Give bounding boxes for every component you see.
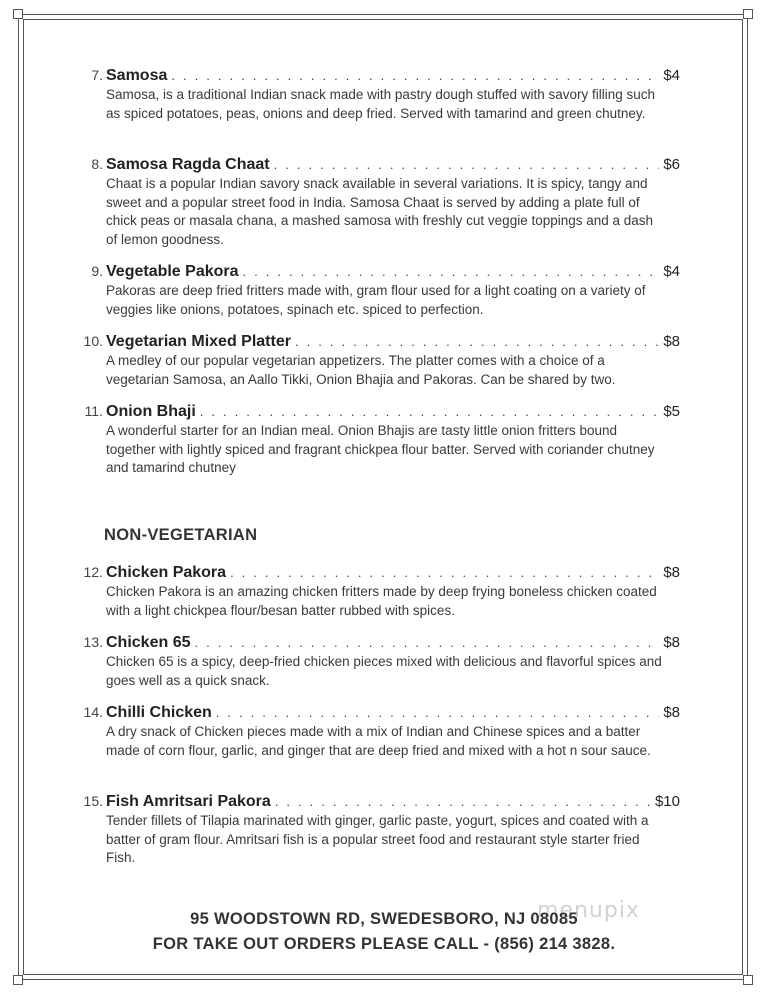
- menu-item: [75, 260, 680, 319]
- item-price: $4: [663, 263, 680, 280]
- item-description: Tender fillets of Tilapia marinated with ginger, garlic paste, yogurt, spices and coated with a batter of gram flour. Amritsari fish is a popular street food and restaurant style starter fried Fish.: [106, 813, 649, 865]
- item-name: Chicken Pakora: [106, 564, 227, 581]
- item-number: 7.: [91, 67, 103, 83]
- footer-phone: FOR TAKE OUT ORDERS PLEASE CALL - (856) 214 3828.: [152, 935, 616, 953]
- item-price: $8: [663, 634, 680, 651]
- dot-leader: [194, 632, 659, 654]
- item-name: Vegetarian Mixed Platter: [106, 333, 291, 350]
- item-price: $8: [663, 564, 680, 581]
- watermark-logo: menupix: [537, 898, 640, 923]
- item-description: A medley of our popular vegetarian appetizers. The platter comes with a choice of a vegetarian Samosa, an Aallo Tikki, Onion Bhajia and Pakoras. Can be shared by two.: [106, 353, 616, 387]
- item-number: 9.: [91, 263, 103, 279]
- dot-leader: [200, 401, 660, 423]
- menu-item: [75, 400, 680, 478]
- item-price: $4: [663, 67, 680, 84]
- item-name: Samosa Ragda Chaat: [106, 156, 270, 173]
- item-number: 8.: [91, 156, 103, 172]
- item-description: Samosa, is a traditional Indian snack made with pastry dough stuffed with savory filling such as spiced potatoes, peas, onions and deep fried. Served with tamarind and green chutney.: [106, 87, 656, 121]
- item-number: 11.: [84, 403, 103, 419]
- item-number: 12.: [83, 564, 103, 580]
- item-number: 15.: [83, 793, 103, 809]
- border-corner-top-right: [743, 9, 753, 19]
- item-description: A dry snack of Chicken pieces made with a mix of Indian and Chinese spices and a batter made of corn flour, garlic, and ginger that are deep fried and mixed with a hot n sour sauce.: [106, 724, 651, 758]
- menu-item: [75, 330, 680, 389]
- item-price: $8: [663, 333, 680, 350]
- dot-leader: [243, 261, 660, 283]
- dot-leader: [295, 331, 659, 353]
- item-description: Chaat is a popular Indian savory snack available in several variations. It is spicy, tangy and sweet and a popular street food in India. Samosa Chaat is served by adding a plate full of chick peas or masala chana, a mashed samosa with freshly cut veggie toppings and a dash of lemon goodness.: [106, 176, 654, 247]
- menu-item: [75, 64, 680, 123]
- item-number: 10.: [83, 333, 103, 349]
- border-corner-top-left: [13, 9, 23, 19]
- item-price: $10: [654, 793, 680, 810]
- border-corner-bottom-right: [743, 975, 753, 985]
- item-price: $8: [663, 704, 680, 721]
- footer-address: 95 WOODSTOWN RD, SWEDESBORO, NJ 08085: [190, 910, 578, 928]
- dot-leader: [275, 791, 651, 813]
- item-name: Chicken 65: [106, 634, 191, 651]
- item-name: Fish Amritsari Pakora: [106, 793, 271, 810]
- menu-item: [75, 790, 680, 868]
- dot-leader: [230, 562, 659, 584]
- item-number: 13.: [83, 634, 103, 650]
- item-description: Chicken Pakora is an amazing chicken fritters made by deep frying boneless chicken coated with a light chickpea flour/besan batter rubbed with spices.: [106, 584, 657, 618]
- item-price: $5: [663, 403, 680, 420]
- item-name: Chilli Chicken: [106, 704, 212, 721]
- item-price: $6: [663, 156, 680, 173]
- menu-item: [75, 561, 680, 620]
- border-corner-bottom-left: [13, 975, 23, 985]
- item-number: 14.: [83, 704, 103, 720]
- dot-leader: [216, 702, 660, 724]
- menu-item: [75, 631, 680, 690]
- dot-leader: [171, 65, 659, 87]
- item-name: Samosa: [106, 67, 168, 84]
- section-title-non-vegetarian: NON-VEGETARIAN: [104, 526, 258, 544]
- item-description: Pakoras are deep fried fritters made with, gram flour used for a light coating on a variety of veggies like onions, potatoes, spinach etc. spiced to perfection.: [106, 283, 646, 317]
- item-description: A wonderful starter for an Indian meal. Onion Bhajis are tasty little onion fritters bound together with lightly spiced and fragrant chickpea flour batter. Served with coriander chutney and tamarind chutney: [106, 423, 655, 475]
- menu-item: [75, 153, 680, 249]
- item-name: Onion Bhaji: [106, 403, 196, 420]
- dot-leader: [274, 154, 660, 176]
- menu-item: [75, 701, 680, 760]
- item-description: Chicken 65 is a spicy, deep-fried chicken pieces mixed with delicious and flavorful spices and goes well as a quick snack.: [106, 654, 662, 688]
- item-name: Vegetable Pakora: [106, 263, 239, 280]
